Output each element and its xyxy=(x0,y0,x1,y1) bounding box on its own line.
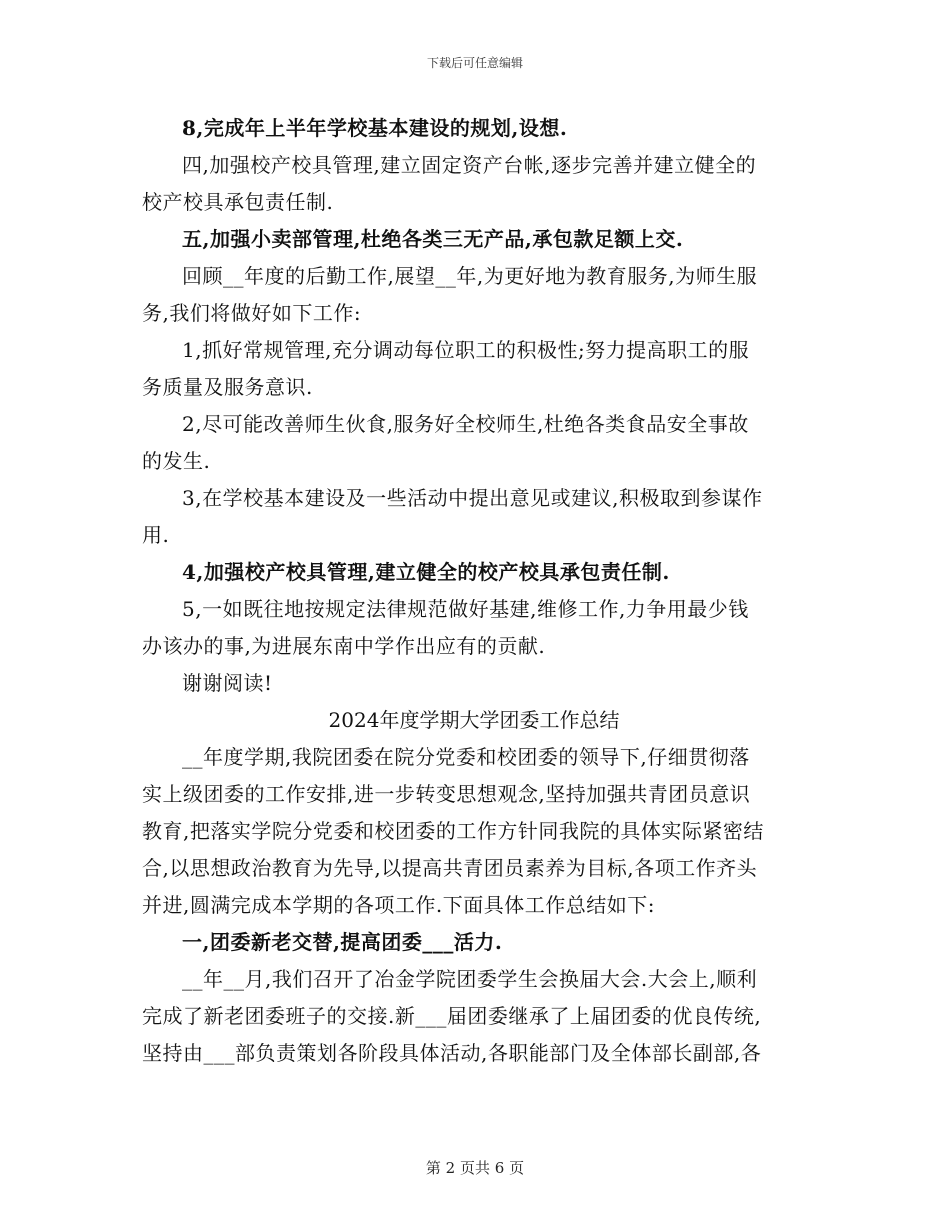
page-footer: 第 2 页共 6 页 xyxy=(425,1159,525,1177)
paragraph-line: 回顾__年度的后勤工作,展望__年,为更好地为教育服务,为师生服 xyxy=(182,264,758,288)
section-paragraphs xyxy=(142,110,806,702)
paragraph xyxy=(142,406,806,480)
paragraph xyxy=(142,665,806,702)
paragraph-line: 8,完成年上半年学校基本建设的规划,设想. xyxy=(182,116,568,140)
paragraph-line: 并进,圆满完成本学期的各项工作.下面具体工作总结如下: xyxy=(142,893,655,917)
section-title: 2024年度学期大学团委工作总结 xyxy=(328,708,620,732)
paragraph-line: 办该办的事,为进展东南中学作出应有的贡献. xyxy=(142,634,546,658)
paragraph-line: 务,我们将做好如下工作: xyxy=(142,301,362,325)
paragraph-line: 教育,把落实学院分党委和校团委的工作方针同我院的具体实际紧密结 xyxy=(142,819,764,843)
paragraph-line: 谢谢阅读! xyxy=(182,671,273,695)
paragraph-line: 的发生. xyxy=(142,449,211,473)
paragraph-line: 四,加强校产校具管理,建立固定资产台帐,逐步完善并建立健全的 xyxy=(182,153,757,177)
paragraph-line: 5,一如既往地按规定法律规范做好基建,维修工作,力争用最少钱 xyxy=(182,597,749,621)
paragraph-line: 校产校具承包责任制. xyxy=(142,190,334,214)
document-body xyxy=(142,110,806,1072)
paragraph-line: 五,加强小卖部管理,杜绝各类三无产品,承包款足额上交. xyxy=(182,227,684,251)
paragraph xyxy=(142,591,806,665)
paragraph-line: 一,团委新老交替,提高团委___活力. xyxy=(182,930,503,954)
paragraph-line: __年__月,我们召开了冶金学院团委学生会换届大会.大会上,顺利 xyxy=(182,967,758,991)
paragraph xyxy=(142,924,806,961)
paragraph xyxy=(142,258,806,332)
paragraph xyxy=(142,110,806,147)
paragraph-line: 完成了新老团委班子的交接.新___届团委继承了上届团委的优良传统, xyxy=(142,1004,762,1028)
paragraph-line: 实上级团委的工作安排,进一步转变思想观念,坚持加强共青团员意识 xyxy=(142,782,751,806)
paragraph xyxy=(142,480,806,554)
paragraph xyxy=(142,221,806,258)
paragraph xyxy=(142,739,806,924)
paragraph-line: 合,以思想政治教育为先导,以提高共青团员素养为目标,各项工作齐头 xyxy=(142,856,758,880)
paragraph xyxy=(142,554,806,591)
paragraph-line: 坚持由___部负责策划各阶段具体活动,各职能部门及全体部长副部,各 xyxy=(142,1041,762,1065)
paragraph-line: 1,抓好常规管理,充分调动每位职工的积极性;努力提高职工的服 xyxy=(182,338,750,362)
section-paragraphs-2 xyxy=(142,739,806,1072)
page-header: 下载后可任意编辑 xyxy=(426,56,523,70)
paragraph-line: 用. xyxy=(142,523,170,547)
paragraph-line: 4,加强校产校具管理,建立健全的校产校具承包责任制. xyxy=(182,560,670,584)
paragraph xyxy=(142,332,806,406)
paragraph-line: 2,尽可能改善师生伙食,服务好全校师生,杜绝各类食品安全事故 xyxy=(182,412,749,436)
paragraph xyxy=(142,961,806,1072)
paragraph xyxy=(142,147,806,221)
paragraph-line: 3,在学校基本建设及一些活动中提出意见或建议,积极取到参谋作 xyxy=(182,486,763,510)
paragraph-line: 务质量及服务意识. xyxy=(142,375,313,399)
paragraph-line: __年度学期,我院团委在院分党委和校团委的领导下,仔细贯彻落 xyxy=(182,745,750,769)
